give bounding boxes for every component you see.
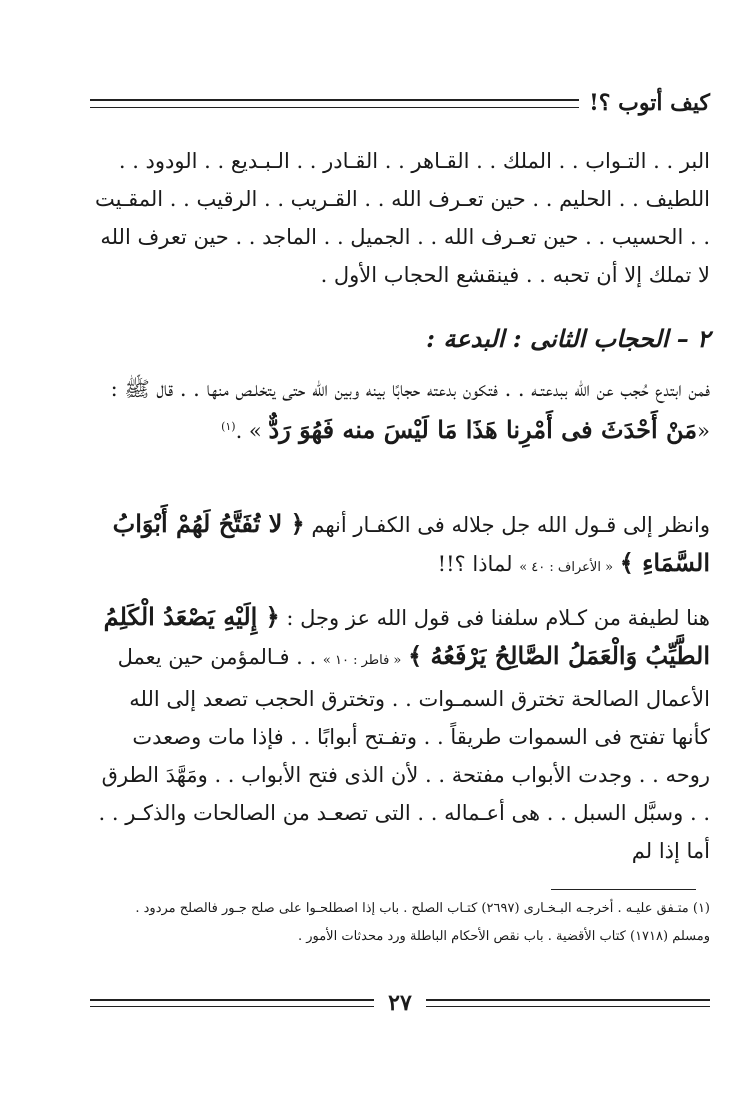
footer-rule-left: [90, 999, 374, 1007]
section-heading: ٢ – الحجاب الثانى : البدعة :: [426, 324, 710, 353]
bida-paragraph: [90, 370, 710, 450]
hadith-quote: مَنْ أَحْدَثَ فى أَمْرِنا هَذَا مَا لَيْسَ منه فَهُوَ رَدٌّ: [268, 415, 698, 444]
footnote-1-cont: ومسلم (١٧١٨) كتاب الأقضية . باب نقص الأحكام الباطلة ورد محدثات الأمور .: [297, 929, 710, 944]
quran2-text: هنا لطيفة من كـلام سلفنا فى قول الله عز وجل :: [286, 606, 710, 630]
footer-rule-right: [426, 999, 710, 1007]
verse-2: ﴿ إِلَيْهِ يَصْعَدُ الْكَلِمُ الطَّيِّبُ وَالْعَمَلُ الصَّالِحُ يَرْفَعُهُ ﴾: [103, 602, 710, 670]
quran2-rest: . . فـالمؤمن حين يعمل الأعمال الصالحة تخترق السمـوات . . وتخترق الحجب تصعد إلى الله كأنها تفتح فى السموات طريقاً . . وتفـتح أبوابًا . . فإذا مات وصعدت روحه . . وجدت الأبواب مفتحة . . لأن الذى فتح الأبواب . . ومَهَّدَ الطرق . . وسبَّل السبل . . هى أعـماله . . التى تصعـد من الصالحات والذكـر . . أما إذا لم: [98, 645, 710, 863]
footnote-separator: [551, 889, 696, 890]
footnotes: [90, 898, 710, 954]
quran1-text: وانظر إلى قـول الله جل جلاله فى الكفـار أنهم: [311, 513, 710, 537]
intro-paragraph: البر . . التـواب . . الملك . . القـاهر . . القـادر . . الـبـديع . . الودود . . اللطيف . . الحليم . . حين تعـرف الله . . القـريب . . الرقيب . . المقـيت . . الحسيب . . حين تعـرف الله . . الجميل . . الماجد . . حين تعرف الله لا تملك إلا أن تحبه . . فينقشع الحجاب الأول .: [95, 149, 710, 287]
quran-paragraph-1: [90, 505, 710, 587]
running-header: [90, 88, 710, 118]
bida-close: » .: [235, 419, 262, 443]
quran1-close: لماذا ؟!!: [437, 552, 513, 576]
verse-1-ref: « الأعراف : ٤٠ »: [519, 560, 614, 575]
page-footer: [90, 990, 710, 1016]
footnote-ref-1: (١): [221, 420, 236, 433]
verse-1: ﴿ لا تُفَتَّحُ لَهُمْ أَبْوَابُ السَّمَاءِ ﴾: [112, 509, 710, 577]
page-number: ٢٧: [388, 990, 412, 1016]
verse-2-ref: « فاطر : ١٠ »: [322, 653, 402, 668]
bida-text: فمن ابتدع حُجب عن الله ببدعتـه . . فتكون بدعته حجابًا بينه وبين الله حتى يتخلـص منها . . قال ﷺ : «: [110, 377, 710, 443]
footnote-1: (١) متـفق عليـه . أخرجـه البـخـارى (٢٦٩٧) كتـاب الصلح . باب إذا اصطلحـوا على صلح جـور فالصلح مردود .: [135, 901, 710, 916]
header-rule: [90, 99, 579, 108]
book-title: كيف أتوب ؟!: [589, 90, 710, 116]
quran-paragraph-2: [90, 598, 710, 870]
